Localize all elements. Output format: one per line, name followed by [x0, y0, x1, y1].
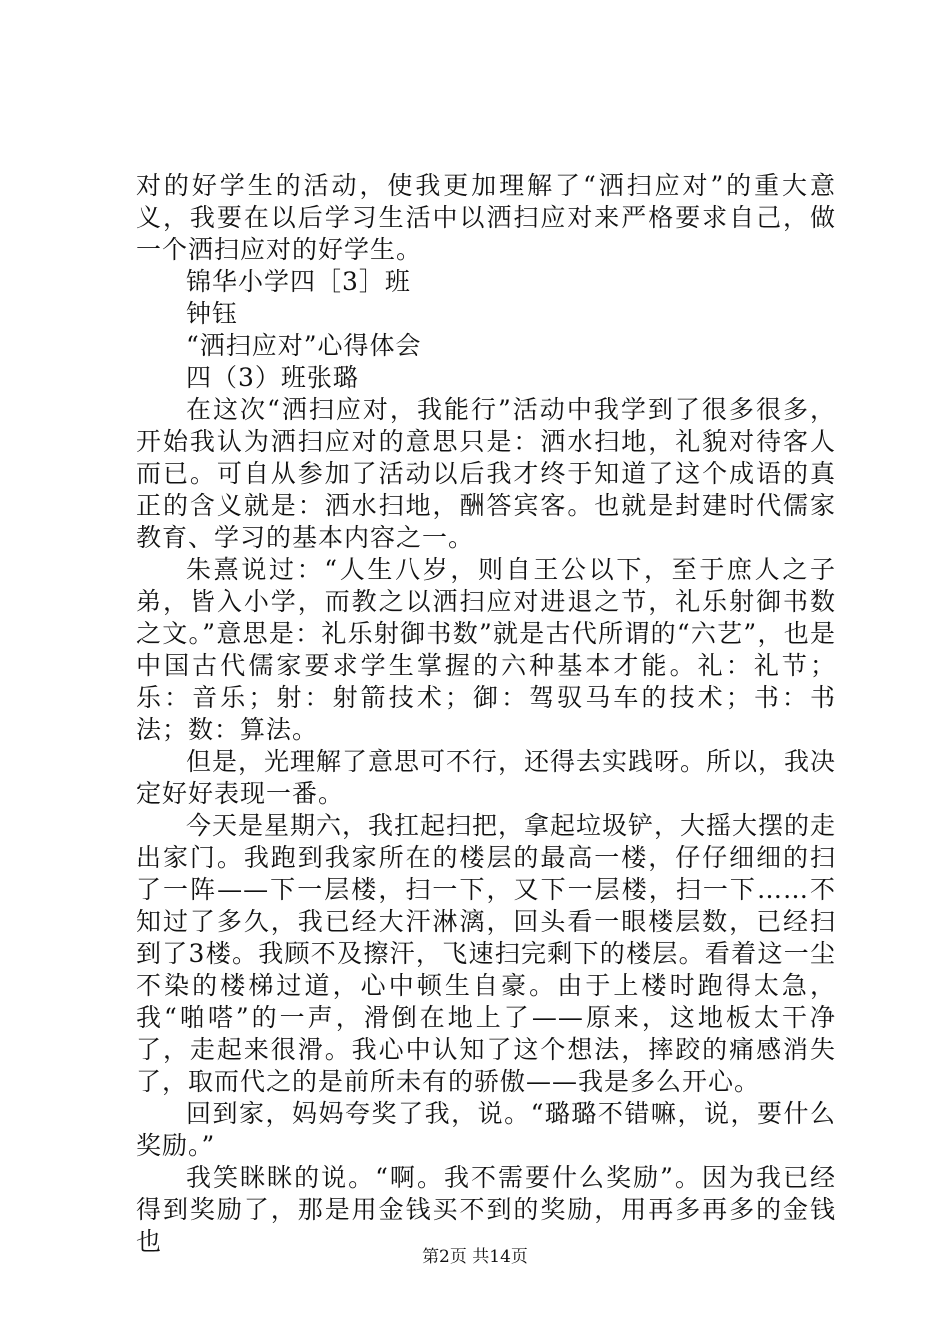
author-name: 钟钰 — [186, 299, 239, 328]
school-class-line: 锦华小学四［3］班 — [186, 267, 411, 296]
essay-author: 四（3）班张璐 — [186, 363, 359, 392]
paragraph: 对的好学生的活动，使我更加理解了“洒扫应对”的重大意义，我要在以后学习生活中以洒扫应对来严格要求自己，做一个洒扫应对的好学生。 — [136, 171, 836, 264]
paragraph: 但是，光理解了意思可不行，还得去实践呀。所以，我决定好好表现一番。 — [136, 747, 837, 808]
essay-title: “洒扫应对”心得体会 — [186, 331, 422, 360]
document-body — [136, 170, 836, 1258]
paragraph: 回到家，妈妈夸奖了我，说。“璐璐不错嘛，说，要什么奖励。” — [136, 1099, 836, 1160]
page-number-footer: 第2页 共14页 — [422, 1247, 528, 1267]
paragraph: 今天是星期六，我扛起扫把，拿起垃圾铲，大摇大摆的走出家门。我跑到我家所在的楼层的最高一楼，仔仔细细的扫了一阵——下一层楼，扫一下，又下一层楼，扫一下……不知过了多久，我已经大汗淋漓，回头看一眼楼层数，已经扫到了3楼。我顾不及擦汗，飞速扫完剩下的楼层。看着这一尘不染的楼梯过道，心中顿生自豪。由于上楼时跑得太急，我“啪嗒”的一声，滑倒在地上了——原来，这地板太干净了，走起来很滑。我心中认知了这个想法，摔跤的痛感消失了，取而代之的是前所未有的骄傲——我是多么开心。 — [136, 811, 837, 1096]
paragraph: 在这次“洒扫应对，我能行”活动中我学到了很多很多，开始我认为洒扫应对的意思只是：洒水扫地，礼貌对待客人而已。可自从参加了活动以后我才终于知道了这个成语的真正的含义就是：洒水扫地，酬答宾客。也就是封建时代儒家教育、学习的基本内容之一。 — [136, 395, 836, 552]
paragraph: 我笑眯眯的说。“啊。我不需要什么奖励”。因为我已经得到奖励了，那是用金钱买不到的奖励，用再多再多的金钱也 — [136, 1163, 836, 1256]
paragraph: 朱熹说过：“人生八岁，则自王公以下，至于庶人之子弟，皆入小学，而教之以洒扫应对进退之节，礼乐射御书数之文。”意思是：礼乐射御书数”就是古代所谓的“六艺”，也是中国古代儒家要求学生掌握的六种基本才能。礼：礼节；乐：音乐；射：射箭技术；御：驾驭马车的技术；书：书法；数：算法。 — [136, 555, 836, 744]
